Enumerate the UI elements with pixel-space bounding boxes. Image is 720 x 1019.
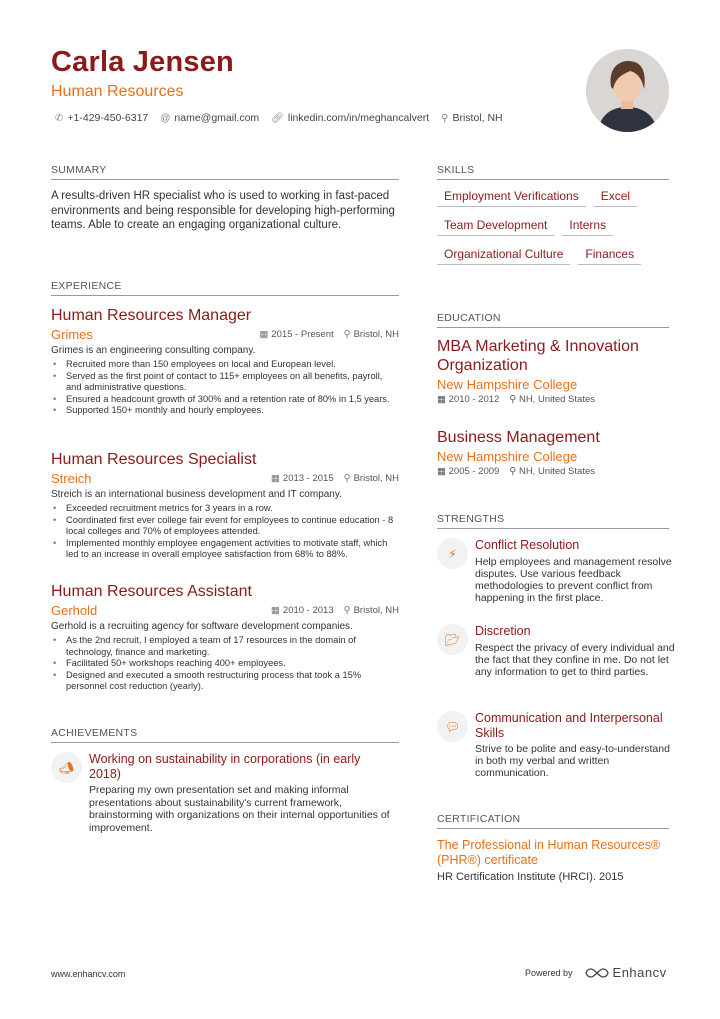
job-bullets	[51, 503, 399, 561]
summary-heading: SUMMARY	[51, 164, 399, 180]
strength-description: Respect the privacy of every individual and the fact that they confine in me. Do not let any information to get to third parties.	[475, 642, 675, 678]
bullet-item: • Exceeded recruitment metrics for 3 years in a row.	[51, 503, 399, 515]
certification-heading: CERTIFICATION	[437, 813, 669, 829]
location-pin-icon: ⚲	[343, 605, 351, 616]
megaphone-icon: 📣︎	[51, 752, 82, 783]
achievement-description: Preparing my own presentation set and making informal presentations about sustainability's current framework, brainstorming with organizations on their internal opportunities of improvement.	[89, 784, 390, 834]
profile-photo	[586, 49, 669, 132]
strength-title: Discretion	[475, 624, 531, 638]
edu-dates: 2005 - 2009	[448, 466, 500, 477]
phone-icon: ✆	[55, 112, 64, 124]
job-dates: 2015 - Present	[271, 329, 334, 340]
footer-website[interactable]: www.enhancv.com	[51, 969, 126, 979]
brand-name: Enhancv	[612, 965, 667, 980]
location-pin-icon: ⚲	[441, 112, 449, 124]
brand-logo[interactable]	[585, 965, 667, 980]
contact-bar	[55, 112, 503, 124]
job-title: Human Resources Manager	[51, 307, 252, 324]
location-pin-icon: ⚲	[343, 473, 351, 484]
location-pin-icon: ⚲	[343, 329, 351, 340]
achievements-heading: ACHIEVEMENTS	[51, 727, 399, 743]
link-icon: 🔗︎	[271, 112, 284, 124]
summary-text: A results-driven HR specialist who is used to working in fast-paced environments and being responsible for developing high-performing teams. Able to create an engaging organizational culture.	[51, 190, 395, 231]
job-dates: 2010 - 2013	[282, 605, 334, 616]
job-dates: 2013 - 2015	[282, 473, 334, 484]
skill-tag: Employment Verifications	[437, 189, 586, 207]
job-bullets	[51, 635, 399, 693]
calendar-icon: ▦	[270, 473, 280, 484]
company-name: Streich	[51, 471, 92, 486]
contact-phone[interactable]	[55, 112, 148, 124]
edu-dates: 2010 - 2012	[448, 394, 500, 405]
bolt-icon: ⚡︎	[437, 538, 468, 569]
candidate-role: Human Resources	[51, 83, 184, 100]
email-text: name@gmail.com	[174, 112, 260, 124]
strength-title: Communication and Interpersonal Skills	[475, 711, 663, 740]
skills-heading: SKILLS	[437, 164, 669, 180]
avatar-illustration	[586, 49, 669, 132]
edu-location: NH, United States	[518, 466, 595, 477]
job-entry	[51, 306, 399, 417]
calendar-icon: ▦	[270, 605, 280, 616]
contact-location	[441, 112, 503, 124]
strengths-heading: STRENGTHS	[437, 513, 669, 529]
bullet-item: • Coordinated first ever college fair event for employees to continue education - 8 local colleges and 70% of employees attended.	[51, 515, 399, 538]
bullet-item: • Designed and executed a smooth restructuring process that took a 15% personnel cost reduction (yearly).	[51, 670, 399, 693]
company-name: Grimes	[51, 327, 93, 342]
linkedin-text: linkedin.com/in/meghancalvert	[287, 112, 430, 124]
job-entry	[51, 582, 399, 693]
phone-text: +1-429-450-6317	[67, 112, 149, 124]
skill-tag: Finances	[578, 247, 641, 265]
calendar-icon: ▦	[259, 329, 269, 340]
contact-linkedin[interactable]	[271, 112, 429, 124]
contact-email[interactable]	[160, 112, 259, 124]
skill-tag: Interns	[562, 218, 613, 236]
bullet-item: • Recruited more than 150 employees on local and European level.	[51, 359, 399, 371]
job-location: Bristol, NH	[353, 329, 399, 340]
job-title: Human Resources Specialist	[51, 451, 257, 468]
certification-entry	[437, 838, 669, 883]
company-name: Gerhold	[51, 603, 98, 618]
powered-by-label: Powered by	[525, 967, 573, 978]
location-pin-icon: ⚲	[509, 466, 517, 477]
skills-list	[437, 189, 669, 276]
education-entry	[437, 337, 669, 405]
folder-icon: 📂︎	[437, 624, 468, 655]
bullet-item: • Facilitated 50+ workshops reaching 400+ employees.	[51, 658, 399, 670]
bullet-item: • Ensured a headcount growth of 300% and a retention rate of 80% in 1,5 years.	[51, 394, 399, 406]
job-entry	[51, 450, 399, 561]
skill-tag: Organizational Culture	[437, 247, 570, 265]
bullet-item: • Supported 150+ monthly and hourly employees.	[51, 405, 399, 417]
degree-title: MBA Marketing & Innovation Organization	[437, 338, 639, 374]
degree-title: Business Management	[437, 429, 600, 446]
calendar-icon: ▦	[437, 466, 446, 477]
certification-org: HR Certification Institute (HRCI). 2015	[437, 871, 624, 883]
school-name: New Hampshire College	[437, 377, 578, 392]
infinity-logo-icon	[585, 967, 609, 979]
chat-icon: 💬︎	[437, 711, 468, 742]
job-title: Human Resources Assistant	[51, 583, 252, 600]
job-location: Bristol, NH	[353, 605, 399, 616]
bullet-item: • As the 2nd recruit, I employed a team of 17 resources in the domain of technology, finance and marketing.	[51, 635, 399, 658]
skill-tag: Team Development	[437, 218, 554, 236]
strength-description: Help employees and management resolve disputes. Use various feedback methodologies to prevent conflict from happening in the first place.	[475, 556, 672, 604]
job-bullets	[51, 359, 399, 417]
achievement-title: Working on sustainability in corporations (in early 2018)	[89, 752, 361, 781]
strength-title: Conflict Resolution	[475, 538, 580, 552]
education-heading: EDUCATION	[437, 312, 669, 328]
candidate-name: Carla Jensen	[51, 46, 234, 78]
job-location: Bristol, NH	[353, 473, 399, 484]
certification-name: The Professional in Human Resources® (PHR®) certificate	[437, 838, 661, 867]
at-icon: @	[160, 112, 171, 124]
company-description: Streich is an international business development and IT company.	[51, 489, 342, 500]
company-description: Gerhold is a recruiting agency for software development companies.	[51, 621, 353, 632]
company-description: Grimes is an engineering consulting company.	[51, 345, 256, 356]
location-text: Bristol, NH	[452, 112, 503, 124]
edu-location: NH, United States	[518, 394, 595, 405]
location-pin-icon: ⚲	[509, 394, 517, 405]
strength-description: Strive to be polite and easy-to-understand in both my verbal and written communication.	[475, 743, 670, 779]
footer-powered	[525, 965, 667, 980]
school-name: New Hampshire College	[437, 449, 578, 464]
bullet-item: • Implemented monthly employee engagement activities to motivate staff, which led to an increase in overall employee satisfaction from 68% to 88%.	[51, 538, 399, 561]
experience-heading: EXPERIENCE	[51, 280, 399, 296]
education-entry	[437, 428, 669, 477]
skill-tag: Excel	[594, 189, 637, 207]
calendar-icon: ▦	[437, 394, 446, 405]
bullet-item: • Served as the first point of contact to 115+ employees on all benefits, payroll, and administrative questions.	[51, 371, 399, 394]
